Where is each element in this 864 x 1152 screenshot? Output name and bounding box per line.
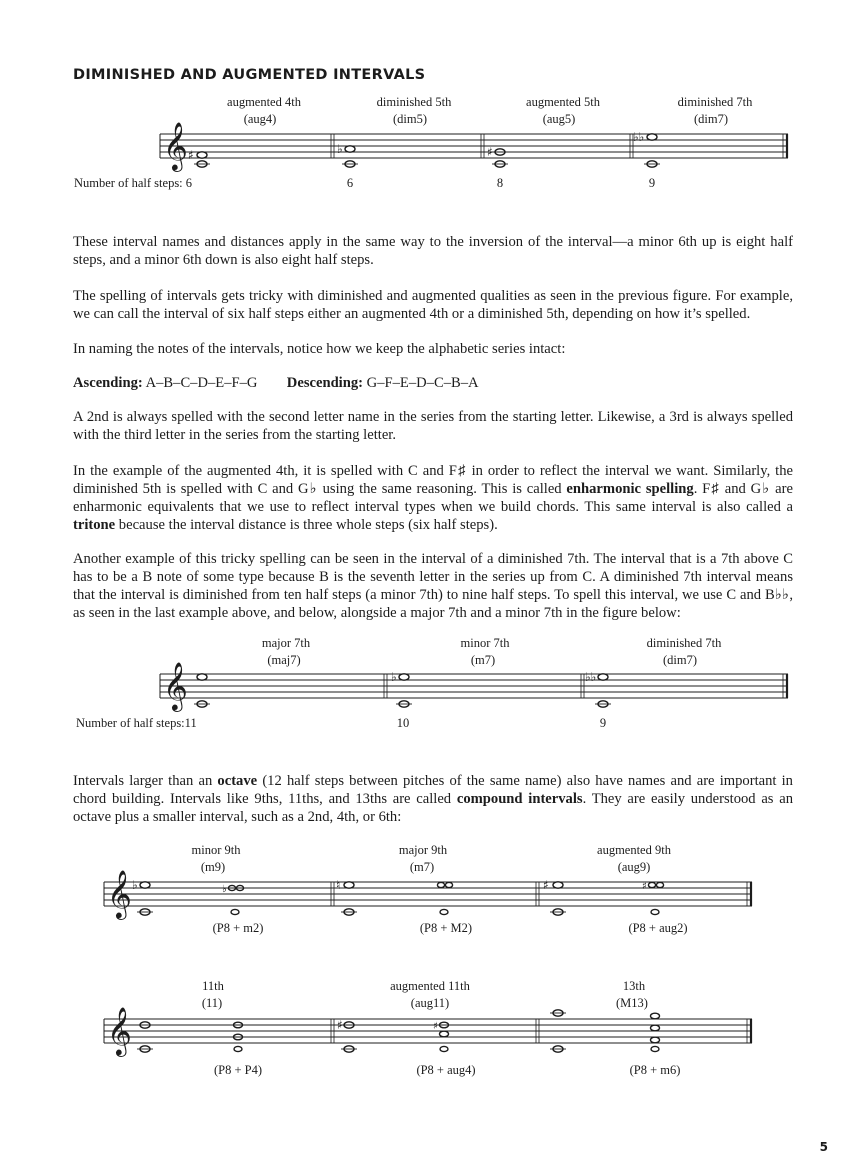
term-tritone: tritone <box>73 517 116 533</box>
interval-label: diminished 7th <box>646 636 722 650</box>
sharp-icon: ♯ <box>337 1018 343 1032</box>
interval-abbr: (11) <box>201 996 223 1010</box>
treble-clef-icon: 𝄞 <box>163 661 188 710</box>
interval-sum: (P8 + aug4) <box>416 1063 476 1077</box>
accidentals <box>132 878 647 895</box>
staff-lines <box>160 134 788 158</box>
half-steps-value: 8 <box>496 176 504 190</box>
flat-icon: ♭ <box>391 670 397 684</box>
half-steps-value: 10 <box>396 716 410 730</box>
ascending-label: Ascending: <box>73 375 143 391</box>
term-octave: octave <box>217 773 258 789</box>
descending-label: Descending: <box>286 375 364 391</box>
interval-label: major 9th <box>398 843 448 857</box>
interval-label: augmented 11th <box>390 979 470 993</box>
treble-clef-icon: 𝄞 <box>107 1006 132 1055</box>
half-steps-value: 9 <box>599 716 607 730</box>
interval-label: minor 7th <box>460 636 510 650</box>
term-compound-intervals: compound intervals <box>456 791 583 807</box>
interval-label: diminished 5th <box>376 95 452 109</box>
sharp-icon: ♯ <box>543 878 549 892</box>
paragraph: These interval names and distances apply in the same way to the inversion of the interval—a minor 6th up is eight half steps, and a minor 6th down is also eight half steps. <box>73 234 793 268</box>
ascending-series: A–B–C–D–E–F–G <box>145 375 258 391</box>
accidentals <box>391 670 596 684</box>
interval-label: 11th <box>202 979 224 993</box>
interval-label: diminished 7th <box>677 95 753 109</box>
paragraph: In the example of the augmented 4th, it is spelled with C and F♯ in order to reflect the interval we want. Similarly, the diminished 5th is spelled with C and G♭ using the same reasoning. This is called enharmonic spelling. F♯ and G♭ are enharmonic equivalents that we use to reflect interval types when we build chords. This same interval is also called a tritone because the interval distance is three whole steps (six half steps). <box>73 463 793 533</box>
staff-lines <box>104 882 752 906</box>
flat-icon: ♭ <box>222 884 227 895</box>
interval-label: 13th <box>622 979 646 993</box>
interval-abbr: (aug9) <box>617 860 651 874</box>
sharp-icon: ♯ <box>433 1021 438 1032</box>
descending-series: G–F–E–D–C–B–A <box>366 375 479 391</box>
sharp-icon: ♯ <box>188 148 194 162</box>
interval-abbr: (maj7) <box>267 653 301 667</box>
note-heads <box>137 882 664 915</box>
half-step-counts <box>76 716 606 730</box>
flat-icon: ♭ <box>132 878 138 892</box>
interval-abbr: (m9) <box>200 860 226 874</box>
interval-sum: (P8 + P4) <box>213 1063 263 1077</box>
interval-abbr: (dim7) <box>693 112 729 126</box>
interval-sums <box>213 921 688 935</box>
paragraph: Another example of this tricky spelling can be seen in the interval of a diminished 7th. The interval that is a 7th above C has to be a B note of some type because B is the seventh letter in the series up from C. A diminished 7th interval means that the interval is diminished from ten half steps (a minor 7th) to nine half steps. To spell this interval, we use C and B♭♭, as seen in the last example above, and below, alongside a major 7th and a minor 7th in the figure below: <box>73 551 793 621</box>
half-step-counts <box>74 176 655 190</box>
figure-eleventh-thirteenth-intervals <box>0 974 864 1084</box>
interval-label: augmented 5th <box>526 95 600 109</box>
double-flat-icon: ♭♭ <box>585 670 597 684</box>
interval-abbr: (aug11) <box>410 996 450 1010</box>
interval-abbr: (m7) <box>409 860 435 874</box>
interval-label: augmented 4th <box>227 95 301 109</box>
page-number: 5 <box>819 1140 828 1152</box>
treble-clef-icon: 𝄞 <box>107 869 132 918</box>
sharp-icon: ♯ <box>487 145 493 159</box>
paragraph: In naming the notes of the intervals, notice how we keep the alphabetic series intact: <box>73 341 566 357</box>
interval-abbr: (dim7) <box>662 653 698 667</box>
sharp-icon: ♯ <box>642 881 647 892</box>
staff-lines <box>160 674 788 698</box>
interval-abbr: (aug5) <box>542 112 576 126</box>
flat-icon: ♭ <box>337 142 343 156</box>
interval-sum: (P8 + m2) <box>212 921 264 935</box>
figure-ninth-intervals <box>0 838 864 938</box>
half-steps-value: 9 <box>648 176 656 190</box>
section-heading: DIMINISHED AND AUGMENTED INTERVALS <box>73 67 426 83</box>
natural-icon: ♮ <box>336 878 341 892</box>
interval-sums <box>214 1063 680 1077</box>
interval-label: minor 9th <box>191 843 241 857</box>
paragraph: The spelling of intervals gets tricky with diminished and augmented qualities as seen in the previous figure. For example, we can call the interval of six half steps either an augmented 4th or a diminished 5th, depending on how it’s spelled. <box>73 288 793 322</box>
interval-abbr: (M13) <box>616 996 648 1010</box>
half-steps-label: Number of half steps: 6 <box>74 176 193 190</box>
figure-seventh-intervals <box>0 632 864 732</box>
letter-series <box>73 374 793 392</box>
half-steps-label: Number of half steps:11 <box>76 716 197 730</box>
half-steps-value: 6 <box>346 176 354 190</box>
paragraph: A 2nd is always spelled with the second letter name in the series from the starting letter. Likewise, a 3rd is always spelled with the third letter in the series from the starting letter. <box>73 409 793 443</box>
interval-abbr: (dim5) <box>392 112 428 126</box>
figure-dim-aug-intervals <box>0 92 864 192</box>
double-flat-icon: ♭♭ <box>633 130 645 144</box>
note-heads <box>194 134 660 167</box>
interval-abbr: (aug4) <box>243 112 277 126</box>
interval-label: major 7th <box>261 636 311 650</box>
paragraph: Intervals larger than an octave (12 half steps between pitches of the same name) also have names and are important in chord building. Intervals like 9ths, 11ths, and 13ths are called compound intervals. They are easily understood as an octave plus a smaller interval, such as a 2nd, 4th, or 6th: <box>73 773 793 825</box>
treble-clef-icon: 𝄞 <box>163 121 188 170</box>
interval-sum: (P8 + M2) <box>419 921 473 935</box>
interval-label: augmented 9th <box>597 843 671 857</box>
interval-sum: (P8 + m6) <box>629 1063 681 1077</box>
note-heads <box>194 674 611 707</box>
interval-abbr: (m7) <box>470 653 496 667</box>
term-enharmonic-spelling: enharmonic spelling <box>566 481 694 497</box>
interval-sum: (P8 + aug2) <box>628 921 688 935</box>
